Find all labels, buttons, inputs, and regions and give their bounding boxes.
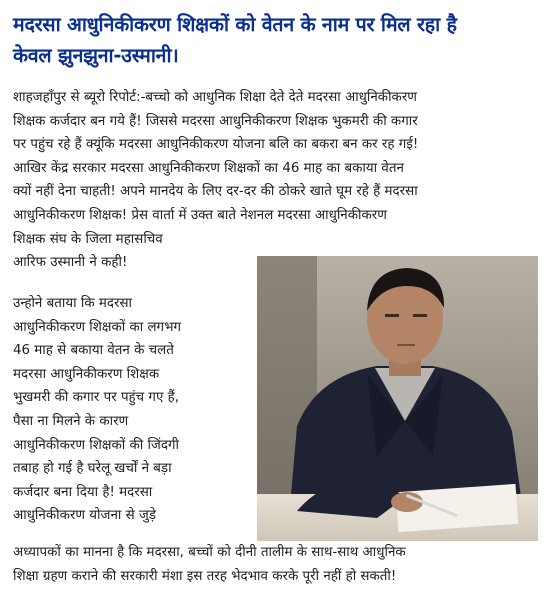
text-line: मदरसा आधुनिकीकरण शिक्षक — [13, 366, 160, 382]
text-line: 46 माह से बकाया वेतन के चलते — [13, 343, 174, 359]
text-line: आधुनिकीकरण शिक्षक! प्रेस वार्ता में उक्त बाते नेशनल मदरसा आधुनिकीकरण — [13, 207, 387, 223]
text-line: शिक्षक संघ के जिला महासचिव — [13, 231, 163, 247]
text-line: क्यों नहीं देना चाहती! अपने मानदेय के लिए दर-दर की ठोकरे खाते घूम रहे हैं मदरसा — [13, 184, 418, 200]
article-paragraph-conclusion — [13, 541, 537, 588]
text-line: शिक्षा ग्रहण कराने की सरकारी मंशा इस तरह भेदभाव करके पूरी नहीं हो सकती! — [13, 568, 397, 584]
text-line: शाहजहाँपुर से ब्यूरो रिपोर्ट:-बच्चो को आधुनिक शिक्षा देते देते मदरसा आधुनिकीकरण — [13, 90, 417, 105]
article-paragraph-intro — [13, 86, 537, 275]
text-line: आधुनिकीकरण शिक्षकों की जिंदगी — [13, 437, 179, 453]
text-line: भुखमरी की कगार पर पहुंच गए हैं, — [13, 390, 179, 406]
text-line: आरिफ उस्मानी ने कही! — [13, 255, 128, 271]
text-line: कर्जदार बना दिया है! मदरसा — [13, 484, 153, 500]
text-line: उन्होने बताया कि मदरसा — [13, 296, 132, 311]
headline — [13, 9, 533, 71]
text-line: शिक्षक कर्जदार बन गये हैं! जिससे मदरसा आधुनिकीकरण शिक्षक भुकमरी की कगार — [13, 113, 418, 129]
text-line: पर पहुंच रहे हैं क्यूंकि मदरसा आधुनिकीकरण योजना बलि का बकरा बन कर रह गई! — [13, 137, 419, 153]
headline-line-2: केवल झुनझुना-उस्मानी। — [13, 44, 179, 67]
headline-line-1: मदरसा आधुनिकीकरण शिक्षकों को वेतन के नाम पर मिल रहा है — [13, 13, 457, 36]
person-photo — [257, 256, 538, 541]
text-line: अध्यापकों का मानना है कि मदरसा, बच्चों को दीनी तालीम के साथ-साथ आधुनिक — [13, 545, 406, 560]
person-photo-icon — [257, 256, 538, 541]
text-line: तबाह हो गई है घरेलू खर्चों ने बड़ा — [13, 461, 172, 477]
text-line: आखिर केंद्र सरकार मदरसा आधुनिकीकरण शिक्षकों का 46 माह का बकाया वेतन — [13, 160, 404, 176]
text-line: आधुनिकीकरण योजना से जुड़े — [13, 508, 157, 524]
text-line: पैसा ना मिलने के कारण — [13, 413, 129, 429]
article-paragraph-body — [13, 292, 253, 528]
text-line: आधुनिकीकरण शिक्षकों का लगभग — [13, 319, 182, 335]
